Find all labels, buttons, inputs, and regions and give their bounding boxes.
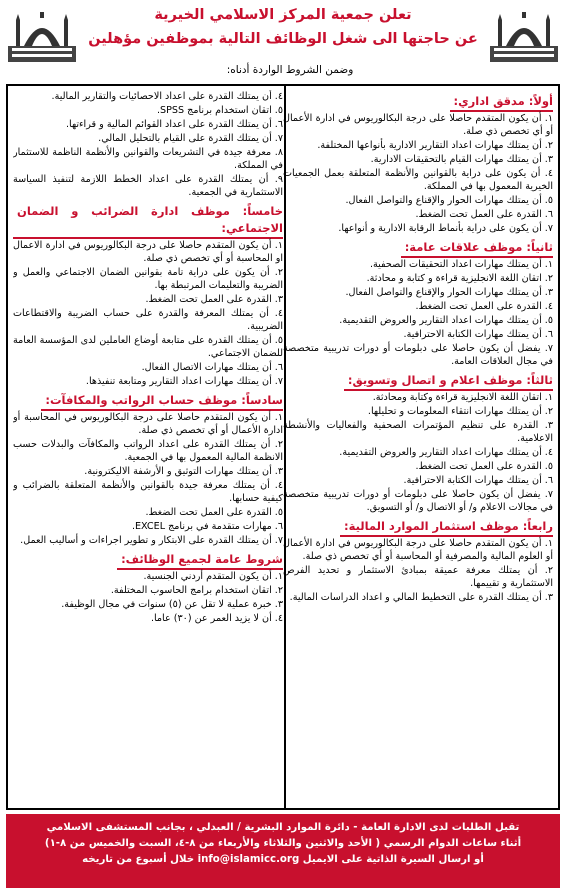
requirement-item: ٢. اتقان اللغة الانجليزية قراءة و كتابة و محادثة. xyxy=(366,273,553,284)
requirement-item: ٧. أن يمتلك مهارات اعداد التقارير ومتابعة تنفيذها. xyxy=(85,376,283,387)
footer xyxy=(6,814,560,888)
requirement-item: ٥. أن يمتلك القدرة على متابعة أوضاع العاملين لدى المؤسسة العامة للضمان الاجتماعي. xyxy=(13,335,283,359)
requirement-item: ٢. أن يمتلك مهارات اعداد التقارير الادارية بأنواعها المختلفة. xyxy=(317,140,553,151)
requirement-item: ٤. أن يكون على دراية بالقوانين والأنظمة المتعلقة بعمل الجمعيات الخيرية المعمول بها في المملكة. xyxy=(283,168,553,192)
requirement-item: ٥. القدرة على العمل تحت الضغط. xyxy=(415,461,553,472)
requirement-item: ٣. أن يمتلك مهارات القيام بالتحقيقات الادارية. xyxy=(370,154,553,165)
requirement-item: ٧. يفضل أن يكون حاصلا على دبلومات أو دورات تدريبية متخصصة في مجالات الاعلام و/ أو الاتصال و/ أو التسويق. xyxy=(283,489,553,513)
section-title: سادساً: موظف حساب الرواتب والمكافآت: xyxy=(41,392,283,411)
requirement-item: ١. أن يكون المتقدم حاصلا على درجة البكالوريوس في ادارة الأعمال أو أي تخصص ذي صلة. xyxy=(283,113,553,137)
requirement-item: ١. أن يكون المتقدم حاصلا على درجة البكالوريوس في المحاسبة أو ادارة الأعمال أو أي تخصص ذي صلة. xyxy=(13,412,283,436)
requirement-item: ٣. القدرة على العمل تحت الضغط. xyxy=(145,294,283,305)
requirement-item: ١. أن يكون المتقدم حاصلا على درجة البكالوريوس في ادارة الأعمال أو العلوم المالية والمصرفية أو المحاسبة أو أي تخصص ذي صلة. xyxy=(283,538,553,562)
requirement-item: ٢. أن يمتلك معرفة عميقة بمبادئ الاستثمار و تحديد الفرص الاستثمارية و تقييمها. xyxy=(283,565,553,589)
requirement-item: ٣. القدرة على تنظيم المؤتمرات الصحفية والفعاليات والأنشطة الاعلامية. xyxy=(283,420,553,444)
subtitle: وضمن الشروط الواردة أدناه: xyxy=(226,64,354,76)
requirement-item: ٦. مهارات متقدمة في برنامج EXCEL. xyxy=(131,521,283,532)
requirement-item: ٣. أن يمتلك مهارات التوثيق و الأرشفة الاليكترونية. xyxy=(84,466,283,477)
requirement-item: ٤. أن يمتلك معرفة جيدة بالقوانين والأنظمة المتعلقة بالضرائب و كيفية حسابها. xyxy=(13,480,283,504)
requirement-item: ٤. القدرة على العمل تحت الضغط. xyxy=(415,301,553,312)
requirement-item: ٢. أن يكون على دراية تامة بقوانين الضمان الاجتماعي والعمل و الضريبة والتعليمات المرتبطة بها. xyxy=(13,267,283,291)
requirement-item: ٦. أن يمتلك مهارات الكتابة الاحترافية. xyxy=(403,475,553,486)
content-frame xyxy=(6,84,560,810)
requirement-item: ٣. خبرة عملية لا تقل عن (٥) سنوات في مجال الوظيفة. xyxy=(61,599,283,610)
header xyxy=(0,0,566,86)
section-title: ثانياً: موظف علاقات عامة: xyxy=(401,239,553,258)
requirement-item: ١. أن يمتلك مهارات اعداد التحقيقات الصحفية. xyxy=(369,259,553,270)
section-title: خامساً: موظف ادارة الضرائب و الضمان الاجتماعي: xyxy=(13,203,283,239)
requirement-item: ٥. القدرة على العمل تحت الضغط. xyxy=(145,507,283,518)
footer-line-1: تقبل الطلبات لدى الادارة العامة - دائرة الموارد البشرية / العبدلي ، بجانب المستشفى الاسلامي xyxy=(46,822,520,833)
requirement-item: ٤. أن يمتلك المعرفة والقدرة على حساب الضريبة والاقتطاعات الضريبية. xyxy=(13,308,283,332)
requirement-item: ٩. أن يمتلك القدرة على اعداد الخطط اللازمة لتنفيذ السياسة الاستثمارية في الجمعية. xyxy=(13,174,283,198)
section-title: ثالثاً: موظف اعلام و اتصال وتسويق: xyxy=(344,372,553,391)
footer-line-2: أثناء ساعات الدوام الرسمي ( الأحد والاثنين والثلاثاء والأربعاء من ٨-٤، السبت والخميس من ٨-١) xyxy=(44,838,522,849)
requirement-item: ٤. أن لا يزيد العمر عن (٣٠) عاما. xyxy=(150,613,283,624)
requirement-item: ٦. القدرة على العمل تحت الضغط. xyxy=(415,209,553,220)
requirement-item: ١. أن يكون المتقدم أردني الجنسية. xyxy=(143,571,283,582)
requirement-item: ٥. أن يمتلك مهارات اعداد التقارير والعروض التقديمية. xyxy=(339,315,553,326)
requirement-item: ٧. يفضل أن يكون حاصلا على دبلومات أو دورات تدريبية متخصصة في مجال العلاقات العامة. xyxy=(283,343,553,367)
footer-line-3: أو ارسال السيرة الذاتية على الايميل info@islamicc.org خلال أسبوع من تاريخه xyxy=(82,854,484,865)
requirement-item: ٦. أن يمتلك مهارات الكتابة الاحترافية. xyxy=(403,329,553,340)
requirement-item: ٧. أن يمتلك القدرة على القيام بالتحليل المالي. xyxy=(98,133,283,144)
requirement-item: ٧. أن يكون على دراية بأنماط الرقابة الادارية و أنواعها. xyxy=(338,223,553,234)
requirement-item: ٢. أن يمتلك مهارات انتقاء المعلومات و تحليلها. xyxy=(367,406,553,417)
section-title: رابعاً: موظف استثمار الموارد المالية: xyxy=(340,518,553,537)
section-title: شروط عامة لجميع الوظائف: xyxy=(117,551,283,570)
requirement-item: ٣. أن يمتلك مهارات الحوار والإقناع والتواصل الفعال. xyxy=(345,287,553,298)
title-line-1: تعلن جمعية المركز الاسلامي الخيرية xyxy=(154,7,412,23)
requirement-item: ٢. اتقان استخدام برامج الحاسوب المختلفة. xyxy=(110,585,283,596)
requirement-item: ٨. معرفة جيدة في التشريعات والقوانين والأنظمة الناظمة للاستثمار في المملكة. xyxy=(13,147,283,171)
requirement-item: ٥. اتقان استخدام برنامج SPSS. xyxy=(156,105,283,116)
requirement-item: ٢. أن يمتلك القدرة على اعداد الرواتب والمكافآت والبدلات حسب الانظمة المالية المعمول بها في الجمعية. xyxy=(13,439,283,463)
left-column xyxy=(13,90,283,804)
requirement-item: ١. أن يكون المتقدم حاصلا على درجة البكالوريوس في ادارة الاعمال او المحاسبة أو أي تخصص ذي صلة. xyxy=(13,240,283,264)
right-column xyxy=(283,90,553,804)
title-line-2: عن حاجتها الى شغل الوظائف التالية بموظفين مؤهلين xyxy=(88,31,478,47)
section-title: أولاً: مدقق اداري: xyxy=(450,93,553,112)
requirement-item: ٥. أن يمتلك مهارات الحوار والإقناع والتواصل الفعال. xyxy=(345,195,553,206)
requirement-item: ٧. أن يمتلك القدرة على الابتكار و تطوير اجراءات و أساليب العمل. xyxy=(20,535,283,546)
requirement-item: ٦. أن يمتلك مهارات الاتصال الفعال. xyxy=(141,362,283,373)
requirement-item: ٦. أن يمتلك القدرة على اعداد القوائم المالية و قراءتها. xyxy=(65,119,283,130)
requirement-item: ٤. أن يمتلك مهارات اعداد التقارير والعروض التقديمية. xyxy=(339,447,553,458)
requirement-item: ٣. أن يمتلك القدرة على التخطيط المالي و اعداد الدراسات المالية. xyxy=(289,592,553,603)
requirement-item: ٤. أن يمتلك القدرة على اعداد الاحصائيات والتقارير المالية. xyxy=(51,91,283,102)
requirement-item: ١. اتقان اللغة الانجليزية قراءة وكتابة ومحادثة. xyxy=(372,392,553,403)
